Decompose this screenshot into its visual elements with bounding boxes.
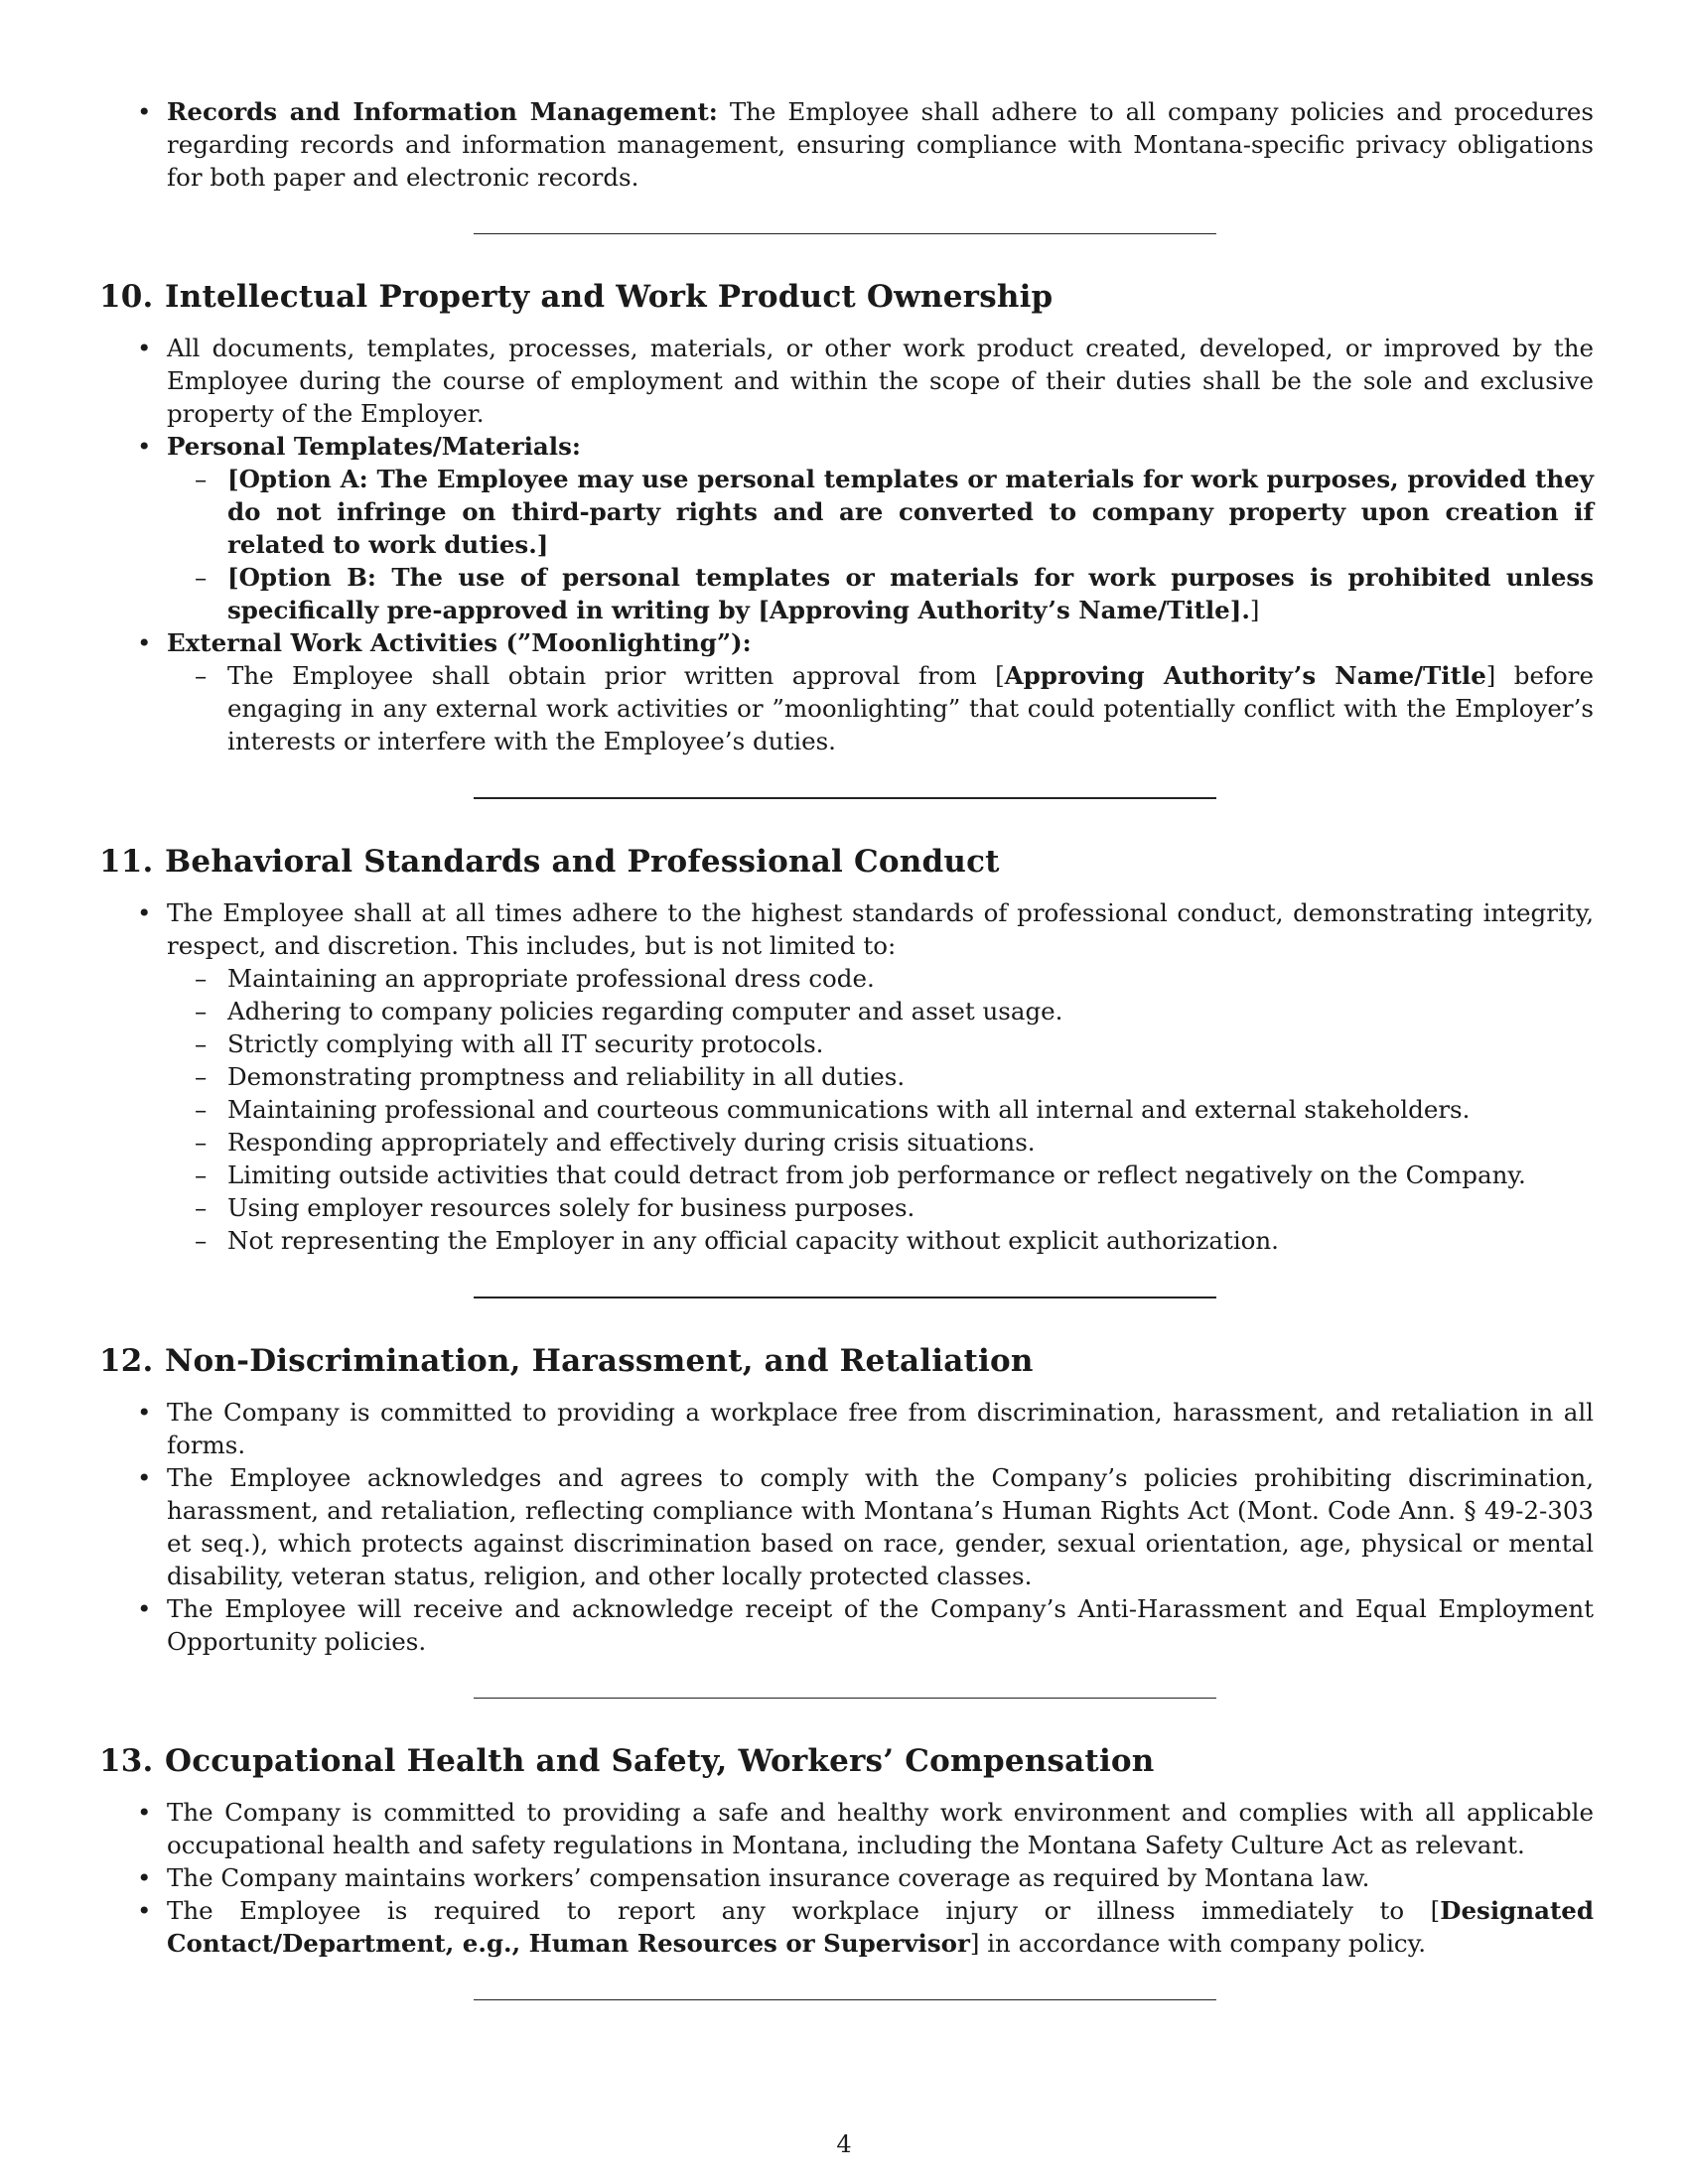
conduct-item: – Maintaining professional and courteous communications with all internal and external stakeholders. [195,1095,1471,1124]
conduct-item: – Responding appropriately and effectively during crisis situations. [195,1128,1036,1157]
list-item: • The Company maintains workers’ compensation insurance coverage as required by Montana law. [137,1863,1370,1892]
list-item: • The Employee is required to report any workplace injury or illness immediately to [Designated Contact/Department, e.g., Human Resources or Supervisor] in accordance with company policy. [137,1896,1594,1958]
section-divider [474,1999,1216,2000]
page-number: 4 [836,2130,852,2158]
section-11-heading: 11. Behavioral Standards and Professional Conduct [99,844,1000,880]
list-item: • All documents, templates, processes, materials, or other work product created, developed, or improved by the Employee during the course of employment and within the scope of their duties shall be the sole and exclusive property of the Employer. [137,334,1594,428]
list-item: • The Employee shall at all times adhere to the highest standards of professional conduct, demonstrating integrity, respect, and discretion. This includes, but is not limited to: [137,898,1594,960]
list-item: • Personal Templates/Materials: [137,432,581,461]
records-text: The Employee shall adhere to all company policies and procedures regarding records and information management, ensuring compliance with Montana-specific privacy obligations for both paper and electronic records. [167,97,1594,192]
conduct-item: – Adhering to company policies regarding computer and asset usage. [195,997,1063,1025]
option-a: – [Option A: The Employee may use personal templates or materials for work purposes, provided they do not infringe on third-party rights and are converted to company property upon creation if related to work duties.] [195,465,1594,559]
section-10-heading: 10. Intellectual Property and Work Product Ownership [99,279,1054,315]
section-divider [474,233,1216,234]
list-item: • The Employee will receive and acknowledge receipt of the Company’s Anti-Harassment and Equal Employment Opportunity policies. [137,1594,1594,1656]
conduct-item: – Maintaining an appropriate professional dress code. [195,964,875,993]
document-page [99,95,1594,2000]
conduct-item: – Strictly complying with all IT security protocols. [195,1029,824,1058]
option-b: – [Option B: The use of personal templates or materials for work purposes is prohibited unless specifically pre-approved in writing by [Approving Authority’s Name/Title].] [195,563,1594,624]
list-item: • The Company is committed to providing a workplace free from discrimination, harassment, and retaliation in all forms. [137,1398,1594,1459]
conduct-item: – Using employer resources solely for business purposes. [195,1193,915,1222]
records-label: Records and Information Management: [167,97,718,126]
moonlighting-text: – The Employee shall obtain prior written approval from [Approving Authority’s Name/Title] before engaging in any external work activities or ”moonlighting” that could potentially conflict with the Employer’s interests or interfere with the Employee’s duties. [195,661,1595,755]
section-divider [474,797,1216,799]
section-divider [474,1297,1216,1298]
list-item: • External Work Activities (”Moonlighting”): [137,628,752,657]
conduct-item: – Demonstrating promptness and reliability in all duties. [195,1062,906,1091]
section-12-heading: 12. Non-Discrimination, Harassment, and Retaliation [99,1343,1034,1379]
list-item: • The Employee acknowledges and agrees to comply with the Company’s policies prohibiting discrimination, harassment, and retaliation, reflecting compliance with Montana’s Human Rights Act (Mont. Code Ann. § 49-2-303 et seq.), which protects against discrimination based on race, gender, sexual orientation, age, physical or mental disability, veteran status, religion, and other locally protected classes. [137,1463,1594,1590]
list-item: • The Company is committed to providing a safe and healthy work environment and complies with all applicable occupational health and safety regulations in Montana, including the Montana Safety Culture Act as relevant. [137,1798,1594,1859]
section-divider [474,1698,1216,1699]
section-13-heading: 13. Occupational Health and Safety, Workers’ Compensation [99,1743,1155,1779]
conduct-item: – Limiting outside activities that could detract from job performance or reflect negatively on the Company. [195,1160,1526,1189]
bullet-dot: • [137,97,152,126]
conduct-item: – Not representing the Employer in any official capacity without explicit authorization. [195,1226,1279,1255]
records-bullet [99,95,1594,194]
